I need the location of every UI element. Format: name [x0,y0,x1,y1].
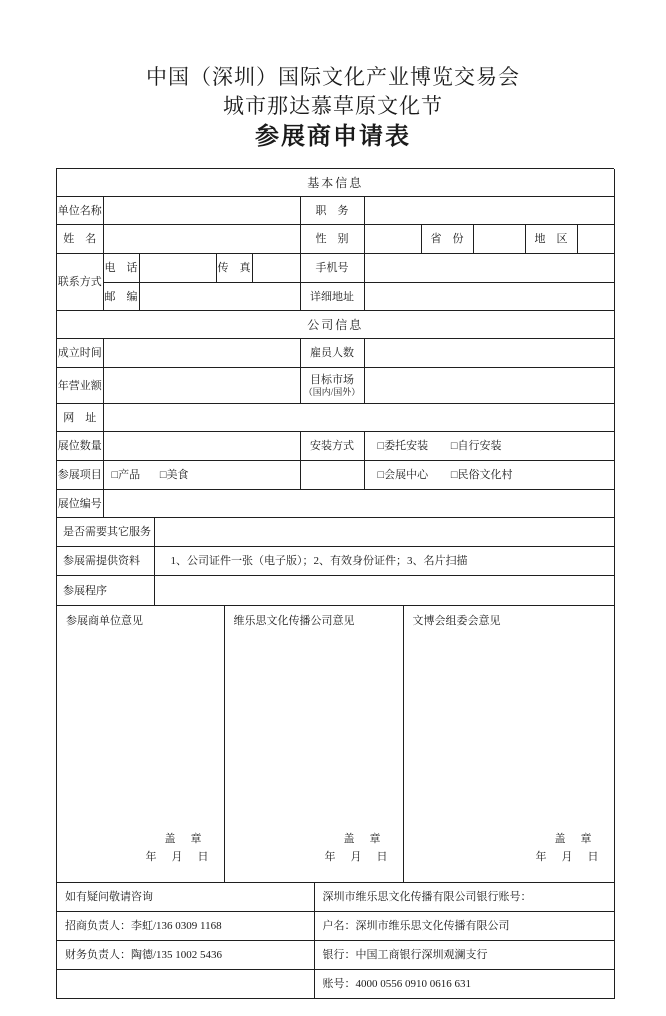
seal-label: 盖 章 [343,833,383,845]
field-district [577,225,614,254]
field-founded [103,339,300,368]
footer-contact-title: 如有疑问敬请咨询 [57,883,314,912]
label-name: 姓 名 [57,225,103,254]
section-header-company: 公司信息 [57,311,614,339]
opinion-committee-seal-block [404,830,614,882]
opinion-committee-cell [403,606,614,883]
date-label: 年 月 日 [324,851,390,863]
exhibit-item-options-left [103,461,300,490]
checkbox-option-food: □美食 [159,469,189,481]
label-gender: 性 别 [300,225,364,254]
footer-table [57,883,615,999]
install-options [364,432,614,461]
field-employees [364,339,614,368]
field-revenue [103,368,300,404]
checkbox-option-install-entrusted: □委托安装 [377,440,429,452]
company-info-table [57,311,615,518]
field-address [364,283,614,311]
label-booth-no: 展位编号 [57,490,103,518]
label-fax: 传 真 [216,254,252,283]
title-line-2: 城市那达慕草原文化节 [223,95,443,118]
field-website [103,404,614,432]
date-label: 年 月 日 [535,851,601,863]
section-header-basic: 基本信息 [57,169,614,197]
checkbox-option-folk-village: □民俗文化村 [450,469,513,481]
footer-account-name: 户名：深圳市维乐思文化传播有限公司 [314,912,614,941]
field-province [473,225,525,254]
opinion-company-seal-block [225,830,403,882]
date-label: 年 月 日 [145,851,211,863]
label-postcode: 邮 编 [103,283,139,311]
document-title-block [0,63,666,153]
opinion-company-title: 维乐思文化传播公司意见 [233,615,355,627]
label-required-docs: 参展需提供资料 [57,547,154,576]
title-line-3: 参展商申请表 [255,123,411,150]
label-contact-method: 联系方式 [57,254,103,311]
field-position [364,197,614,225]
opinion-exhibitor-seal-block [57,830,224,882]
field-fax [252,254,300,283]
checkbox-option-convention-center: □会展中心 [377,469,429,481]
checkbox-option-product: □产品 [111,469,141,481]
field-target-market [364,368,614,404]
label-install-method: 安装方式 [300,432,364,461]
field-unit-name [103,197,300,225]
footer-merchant-contact: 招商负责人：李虹/136 0309 1168 [57,912,314,941]
label-phone: 电 话 [103,254,139,283]
field-booth-count [103,432,300,461]
target-market-main: 目标市场 [310,373,354,386]
field-name [103,225,300,254]
field-postcode [139,283,300,311]
label-employees: 雇员人数 [300,339,364,368]
basic-info-table [57,169,615,254]
label-target-market [300,368,364,404]
opinion-company-cell [224,606,403,883]
checkbox-option-install-self: □自行安装 [450,440,502,452]
empty-cell [300,461,364,490]
required-docs-text: 1、公司证件一张（电子版）；2、有效身份证件；3、名片扫描 [154,547,614,576]
label-position: 职 务 [300,197,364,225]
label-exhibit-items: 参展项目 [57,461,103,490]
seal-label: 盖 章 [554,833,594,845]
opinions-table [57,606,615,883]
services-table [57,518,615,606]
label-procedure: 参展程序 [57,576,154,606]
label-mobile: 手机号 [300,254,364,283]
label-address: 详细地址 [300,283,364,311]
exhibit-item-options-right [364,461,614,490]
footer-bank-name: 银行：中国工商银行深圳观澜支行 [314,941,614,970]
contact-table [57,254,615,311]
label-district: 地 区 [525,225,577,254]
field-gender [364,225,421,254]
label-revenue: 年营业额 [57,368,103,404]
field-mobile [364,254,614,283]
field-phone [139,254,216,283]
field-procedure [154,576,614,606]
label-unit-name: 单位名称 [57,197,103,225]
target-market-sub: （国内/国外） [303,386,361,397]
footer-bank-title: 深圳市维乐思文化传播有限公司银行账号： [314,883,614,912]
label-founded: 成立时间 [57,339,103,368]
label-other-services: 是否需要其它服务 [57,518,154,547]
label-booth-count: 展位数量 [57,432,103,461]
field-other-services [154,518,614,547]
label-website: 网 址 [57,404,103,432]
field-booth-no [103,490,614,518]
opinion-exhibitor-cell [57,606,224,883]
label-province: 省 份 [421,225,473,254]
application-form [56,168,614,999]
title-line-1: 中国（深圳）国际文化产业博览交易会 [146,66,520,89]
footer-account-number: 账号：4000 0556 0910 0616 631 [314,970,614,999]
opinion-exhibitor-title: 参展商单位意见 [66,615,143,627]
footer-empty-cell [57,970,314,999]
seal-label: 盖 章 [164,833,204,845]
footer-finance-contact: 财务负责人：陶德/135 1002 5436 [57,941,314,970]
opinion-committee-title: 文博会组委会意见 [412,615,501,627]
